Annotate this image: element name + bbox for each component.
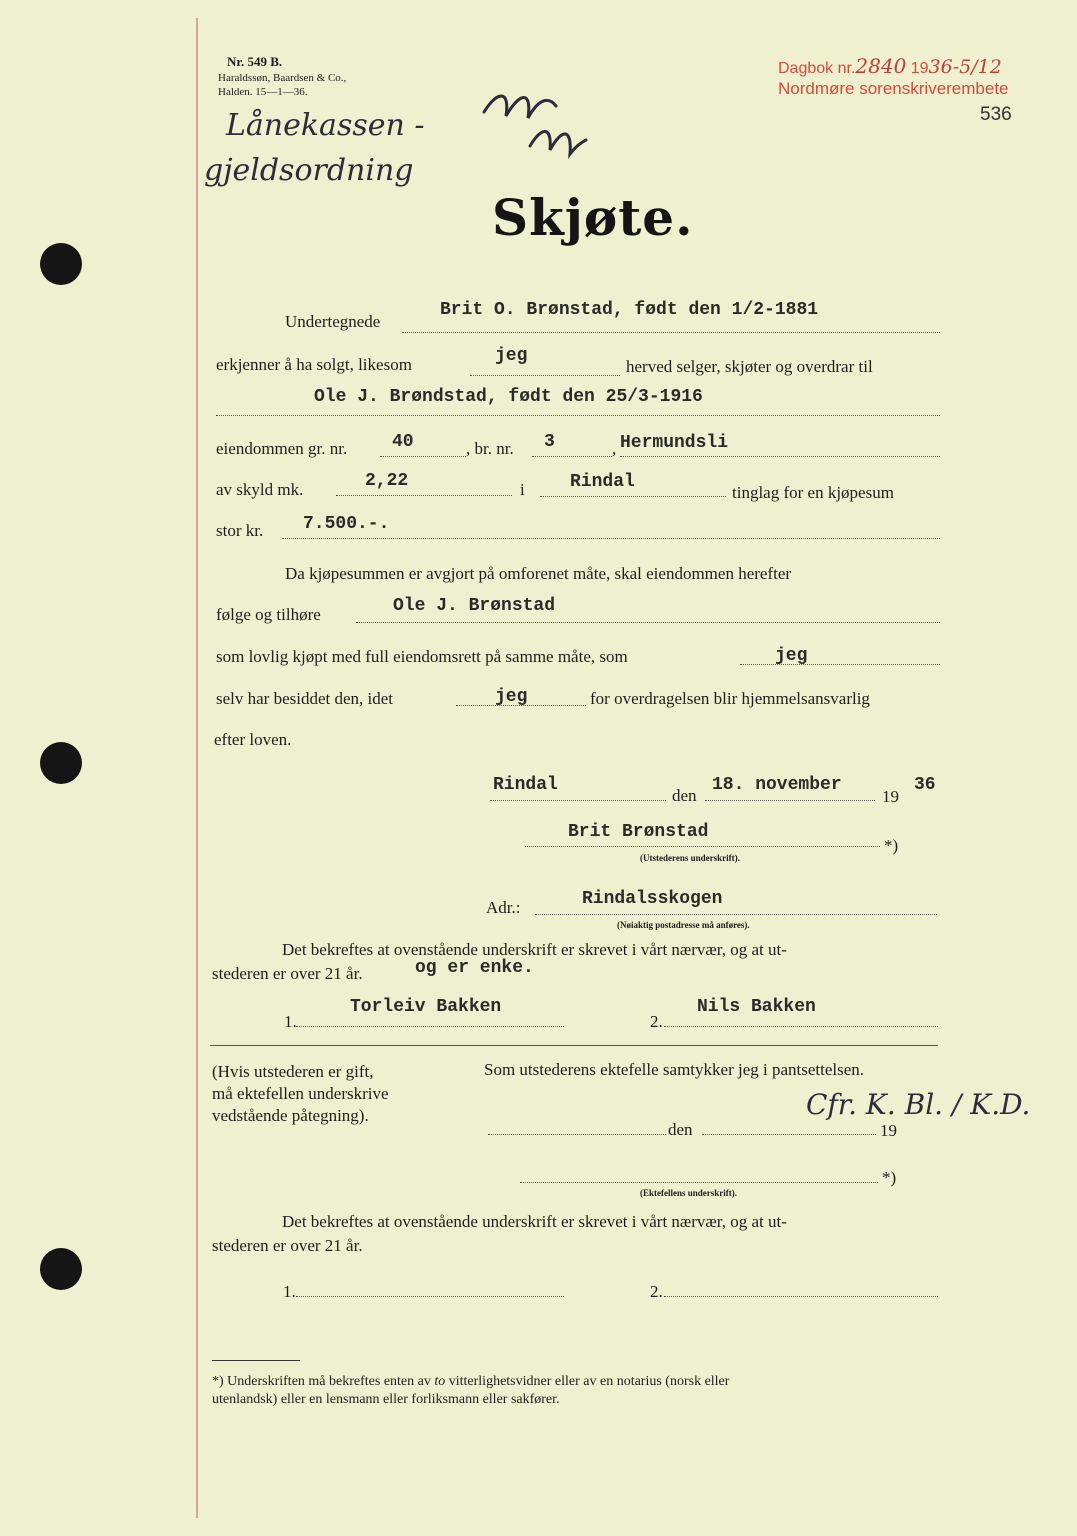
dotted-line xyxy=(540,496,726,497)
den-label: den xyxy=(672,786,697,805)
signing-date: 18. november xyxy=(712,775,842,795)
witness2-text-line1: Det bekreftes at ovenstående underskrift er skrevet i vårt nærvær, og at ut- xyxy=(282,1212,787,1231)
section-divider xyxy=(210,1045,938,1046)
page-number: 536 xyxy=(980,104,1012,125)
witness2-no2: 2. xyxy=(650,1282,663,1301)
dagbok-line xyxy=(778,54,1002,78)
dagbok-year-prefix: 19 xyxy=(910,60,929,77)
farm-name: Hermundsli xyxy=(620,433,729,453)
witness1-no1: 1. xyxy=(284,1012,297,1031)
dagbok-prefix: Dagbok nr. xyxy=(778,60,856,77)
form-number: Nr. 549 B. xyxy=(227,54,283,69)
spouse-handwritten-note: Cfr. K. Bl. / K.D. xyxy=(806,1088,1031,1121)
witness1-name1: Torleiv Bakken xyxy=(350,997,502,1017)
margin-note-line2: gjeldsordning xyxy=(204,153,414,188)
dotted-line xyxy=(216,415,940,416)
dotted-line xyxy=(740,664,940,665)
printer-place: Halden. 15—1—36. xyxy=(218,86,308,98)
efter-text: efter loven. xyxy=(214,730,292,749)
witness1-text-line1: Det bekreftes at ovenstående underskrift er skrevet i vårt nærvær, og at ut- xyxy=(282,940,787,959)
undertegnede-label: Undertegnede xyxy=(285,312,381,331)
handwritten-initials xyxy=(480,76,590,176)
selv-value: jeg xyxy=(495,687,528,707)
dotted-line xyxy=(470,375,620,376)
margin-rule xyxy=(196,18,198,1518)
witness1-name2: Nils Bakken xyxy=(697,997,816,1017)
footnote-line1-b: to xyxy=(434,1374,446,1389)
dotted-line xyxy=(282,538,940,539)
stor-label: stor kr. xyxy=(216,521,264,540)
folge-value: Ole J. Brønstad xyxy=(393,596,556,616)
adr-caption: (Nøiaktig postadresse må anføres). xyxy=(617,920,750,930)
dotted-line xyxy=(296,1296,564,1297)
dotted-line xyxy=(620,456,940,457)
dotted-line xyxy=(296,1026,564,1027)
punch-hole xyxy=(40,742,82,784)
dotted-line xyxy=(664,1026,938,1027)
witness1-addition: og er enke. xyxy=(415,958,534,978)
spouse-note-line3: vedstående påtegning). xyxy=(212,1106,369,1125)
br-nr-value: 3 xyxy=(544,432,555,452)
da-text: Da kjøpesummen er avgjort på omforenet måte, skal eiendommen herefter xyxy=(285,564,792,583)
dotted-line xyxy=(705,800,875,801)
dotted-line xyxy=(525,846,880,847)
year-prefix: 19 xyxy=(882,787,899,806)
punch-hole xyxy=(40,1248,82,1290)
footnote-rule xyxy=(212,1360,300,1361)
witness1-text-line2: stederen er over 21 år. xyxy=(212,964,363,983)
signer-name: Brit Brønstad xyxy=(568,822,709,842)
punch-hole xyxy=(40,243,82,285)
folge-label: følge og tilhøre xyxy=(216,605,321,624)
signing-place: Rindal xyxy=(493,775,558,795)
spouse-note-line2: må ektefellen underskrive xyxy=(212,1084,389,1103)
i-label: i xyxy=(520,480,525,499)
witness2-text-line2: stederen er over 21 år. xyxy=(212,1236,363,1255)
signer-star: *) xyxy=(884,836,899,855)
dotted-line xyxy=(664,1296,938,1297)
office-stamp: Nordmøre sorenskriverembete xyxy=(778,79,1009,98)
dotted-line xyxy=(380,456,466,457)
dagbok-year-date: 36-5/12 xyxy=(928,56,1002,78)
dotted-line xyxy=(402,332,940,333)
footnote-line1 xyxy=(212,1374,729,1390)
hjemmel-text: for overdragelsen blir hjemmelsansvarlig xyxy=(590,689,870,708)
spouse-caption: (Ektefellens underskrift). xyxy=(640,1188,737,1198)
seller-name: Brit O. Brønstad, født den 1/2-1881 xyxy=(440,300,819,320)
spouse-year-prefix: 19 xyxy=(880,1121,897,1140)
eiendommen-label: eiendommen gr. nr. xyxy=(216,439,348,458)
footnote-line1-c: vitterlighetsvidner eller av en notarius (norsk eller xyxy=(445,1374,730,1389)
margin-note-line1: Lånekassen - xyxy=(226,108,425,143)
herved-text: herved selger, skjøter og overdrar til xyxy=(626,357,873,376)
dotted-line xyxy=(488,1134,666,1135)
spouse-den-label: den xyxy=(668,1120,693,1139)
printer-name: Haraldssøn, Baardsen & Co., xyxy=(218,72,347,84)
skyld-value: 2,22 xyxy=(365,471,409,491)
witness2-no1: 1. xyxy=(283,1282,296,1301)
lovlig-text: som lovlig kjøpt med full eiendomsrett på samme måte, som xyxy=(216,647,628,666)
spouse-note-line1: (Hvis utstederen er gift, xyxy=(212,1062,374,1081)
erkjenner-text: erkjenner å ha solgt, likesom xyxy=(216,355,412,374)
price-value: 7.500.-. xyxy=(303,514,390,534)
dotted-line xyxy=(702,1134,876,1135)
tinglag-value: Rindal xyxy=(570,472,635,492)
adr-label: Adr.: xyxy=(486,898,521,917)
spouse-consent-text: Som utstederens ektefelle samtykker jeg i pantsettelsen. xyxy=(484,1060,865,1079)
year-suffix: 36 xyxy=(914,775,936,795)
br-nr-label: , br. nr. xyxy=(466,439,514,458)
address-value: Rindalsskogen xyxy=(582,889,723,909)
comma: , xyxy=(612,439,617,458)
dagbok-number: 2840 xyxy=(855,54,907,78)
dotted-line xyxy=(520,1182,878,1183)
document-title: Skjøte. xyxy=(492,188,694,247)
footnote-line2: utenlandsk) eller en lensmann eller forliksmann eller sakfører. xyxy=(212,1392,560,1407)
dotted-line xyxy=(456,705,586,706)
selv-text: selv har besiddet den, idet xyxy=(216,689,394,708)
skyld-label: av skyld mk. xyxy=(216,480,304,499)
witness1-no2: 2. xyxy=(650,1012,663,1031)
likesom-value: jeg xyxy=(495,346,528,366)
footnote-line1-a: *) Underskriften må bekreftes enten av xyxy=(212,1374,435,1389)
dotted-line xyxy=(356,622,940,623)
spouse-star: *) xyxy=(882,1168,897,1187)
dotted-line xyxy=(490,800,666,801)
signer-caption: (Utstederens underskrift). xyxy=(640,853,740,863)
gr-nr-value: 40 xyxy=(392,432,414,452)
tinglag-text: tinglag for en kjøpesum xyxy=(732,483,894,502)
buyer-name: Ole J. Brøndstad, født den 25/3-1916 xyxy=(314,387,703,407)
dotted-line xyxy=(532,456,612,457)
dotted-line xyxy=(535,914,937,915)
lovlig-value: jeg xyxy=(775,646,808,666)
dotted-line xyxy=(336,495,512,496)
